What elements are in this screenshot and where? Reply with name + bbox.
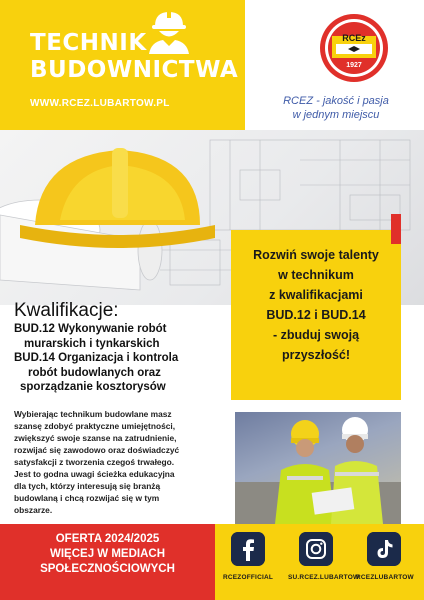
footer-line-2: WIĘCEJ W MEDIACH (50, 548, 165, 560)
social-label-facebook[interactable]: RCEZOFFICIAL (222, 574, 274, 581)
description-line: Wybierając technikum budowlane masz (14, 409, 172, 419)
description-line: satysfakcji z tworzenia czegoś trwałego. (14, 457, 175, 467)
description-line: dla tych, którzy interesują się branżą (14, 481, 161, 491)
facebook-icon[interactable] (231, 532, 265, 566)
rcez-logo (318, 12, 390, 84)
construction-worker-icon (143, 4, 195, 56)
qualification-line: robót budowlanych oraz (28, 366, 161, 379)
page-title (30, 30, 238, 84)
social-facebook[interactable] (220, 532, 276, 581)
social-tiktok[interactable] (356, 532, 412, 581)
tagline-line-1: RCEZ - jakość i pasja (283, 95, 389, 107)
description (14, 408, 214, 516)
instagram-icon[interactable] (299, 532, 333, 566)
cta-line-3: z kwalifikacjami (269, 288, 363, 302)
cta-line-4: BUD.12 i BUD.14 (266, 308, 366, 322)
tagline (256, 94, 416, 122)
social-label-instagram[interactable]: SU.RCEZ.LUBARTOW (288, 574, 360, 581)
title-line-1: TECHNIK (30, 30, 147, 56)
tiktok-icon[interactable] (367, 532, 401, 566)
cta-line-6: przyszłość! (281, 348, 351, 362)
logo-year: 1927 (346, 62, 362, 69)
footer-line-3: SPOŁECZNOŚCIOWYCH (40, 563, 175, 575)
title-line-2: BUDOWNICTWA (30, 57, 239, 83)
cta-text (238, 245, 394, 365)
description-line: budowlaną i chcą rozwijać się w tym (14, 493, 160, 503)
description-line: rozwijać się zawodowo oraz doświadczyć (14, 445, 180, 455)
footer-line-1: OFERTA 2024/2025 (55, 533, 160, 545)
cta-line-2: w technikum (278, 268, 354, 282)
cta-line-5: - zbuduj swoją (272, 328, 360, 342)
description-line: szansę zdobyć praktyczne umiejętności, (14, 421, 176, 431)
description-line: Jest to godna uwagi ścieżka edukacyjna (14, 469, 175, 479)
qualification-line: murarskich i tynkarskich (24, 337, 160, 350)
website-url[interactable]: WWW.RCEZ.LUBARTOW.PL (30, 98, 170, 109)
qualification-line: sporządzanie kosztorysów (20, 381, 166, 393)
qualification-line: BUD.12 Wykonywanie robót (14, 323, 167, 335)
workers-photo (235, 412, 401, 524)
qualifications-title: Kwalifikacje: (14, 300, 119, 321)
workers-illustration (235, 412, 401, 524)
description-line: zwiększyć swoje szanse na zatrudnienie, (14, 433, 177, 443)
footer-text (0, 532, 215, 577)
social-label-tiktok[interactable]: RCEZLUBARTOW (356, 574, 414, 581)
cta-line-1: Rozwiń swoje talenty (253, 248, 379, 262)
qualification-line: BUD.14 Organizacja i kontrola (14, 352, 179, 364)
tagline-line-2: w jednym miejscu (292, 109, 380, 121)
description-line: obszarze. (14, 505, 53, 515)
logo-name: RCEz (342, 33, 366, 43)
social-instagram[interactable] (288, 532, 360, 581)
qualifications-list (14, 322, 219, 395)
cta-accent-bar (391, 214, 401, 244)
